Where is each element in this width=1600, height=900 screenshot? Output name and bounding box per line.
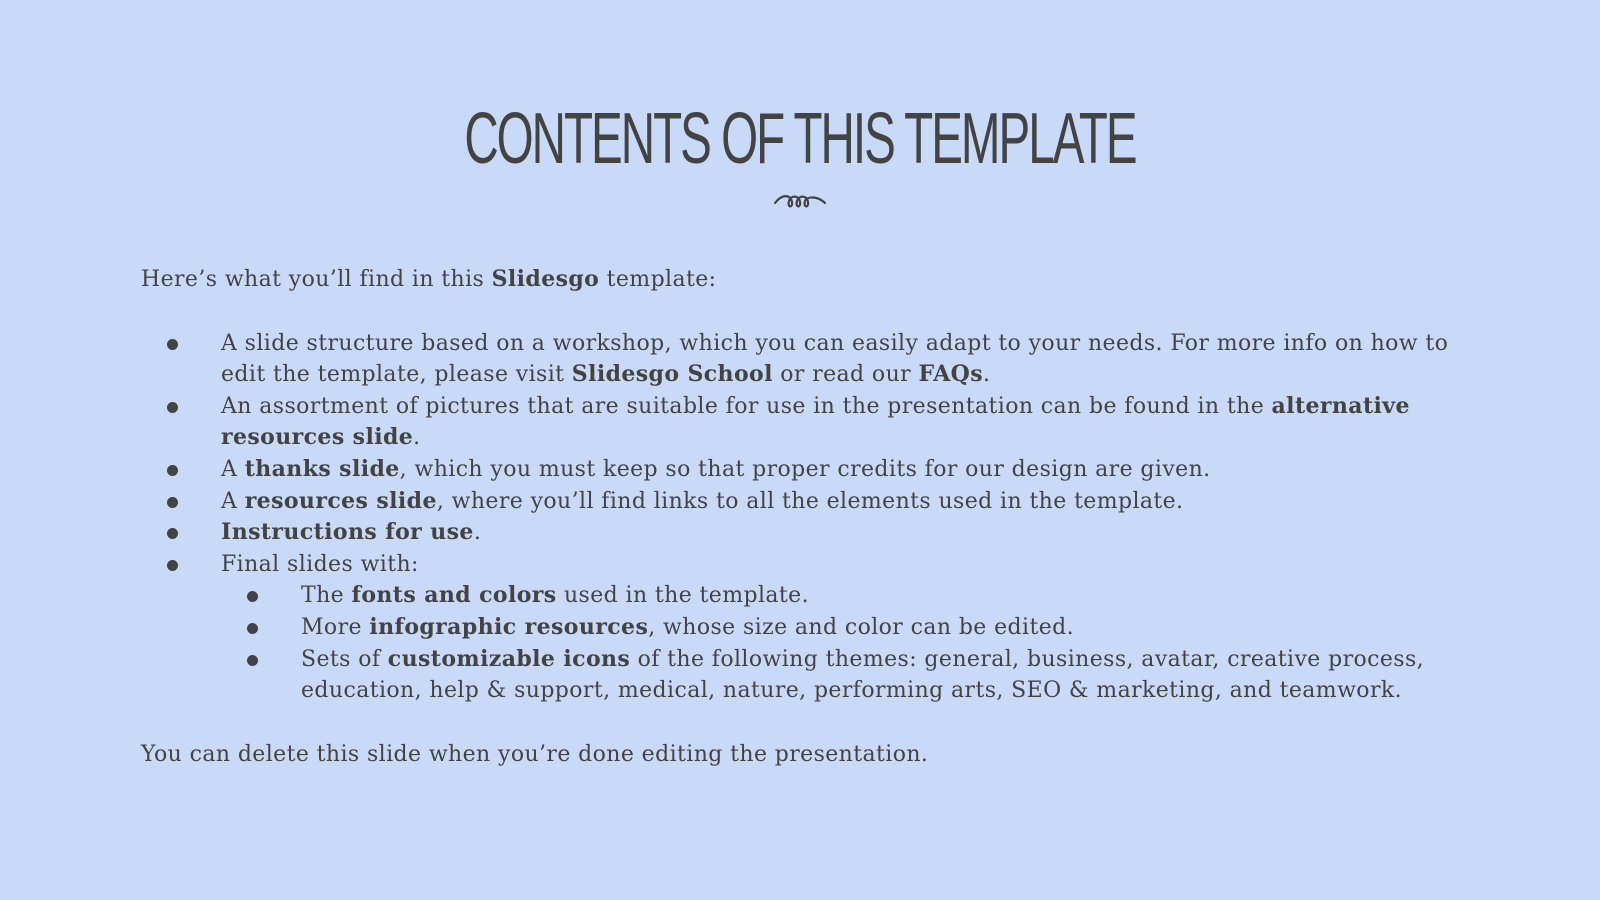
content-body	[141, 264, 1471, 770]
bullet-icon	[167, 560, 178, 571]
slide-title: CONTENTS OF THIS TEMPLATE	[464, 99, 1136, 179]
bullet-icon	[167, 339, 178, 350]
faqs-link[interactable]: FAQs	[918, 361, 984, 388]
list-item: A resources slide, where you’ll find links to all the elements used in the template.	[141, 486, 1471, 518]
bullet-icon	[167, 402, 178, 413]
sublist-item: The fonts and colors used in the template.	[221, 580, 1471, 612]
sublist-item: More infographic resources, whose size and color can be edited.	[221, 612, 1471, 644]
final-slides-sublist	[221, 580, 1471, 706]
outro-text: You can delete this slide when you’re done editing the presentation.	[141, 741, 929, 767]
list-item: Instructions for use.	[141, 517, 1471, 549]
intro-text: Here’s what you’ll find in this Slidesgo template:	[141, 266, 717, 292]
slidesgo-school-link[interactable]: Slidesgo School	[571, 361, 773, 388]
bullet-icon	[167, 465, 178, 476]
bullet-icon	[167, 528, 178, 539]
list-item: A thanks slide, which you must keep so that proper credits for our design are given.	[141, 454, 1471, 486]
squiggle-divider-icon	[774, 190, 826, 212]
bullet-icon	[247, 591, 258, 602]
contents-list	[141, 328, 1471, 707]
bullet-icon	[167, 497, 178, 508]
bullet-icon	[247, 623, 258, 634]
bullet-icon	[247, 655, 258, 666]
list-item: A slide structure based on a workshop, which you can easily adapt to your needs. For more info on how to edit the template, please visit Slidesgo School or read our FAQs.	[141, 328, 1471, 391]
list-item: An assortment of pictures that are suitable for use in the presentation can be found in the alternative resources slide.	[141, 391, 1471, 454]
sublist-item: Sets of customizable icons of the following themes: general, business, avatar, creative process, education, help & support, medical, nature, performing arts, SEO & marketing, and teamwork.	[221, 644, 1471, 707]
list-item: Final slides with: The fonts and colors used in the template. More infographic resources, whose size and color can be edited. Sets of customizable icons of the following themes: general, business, avatar, creative process, education, help & support, medical, nature, performing arts, SEO & marketing, and teamwork.	[141, 549, 1471, 707]
